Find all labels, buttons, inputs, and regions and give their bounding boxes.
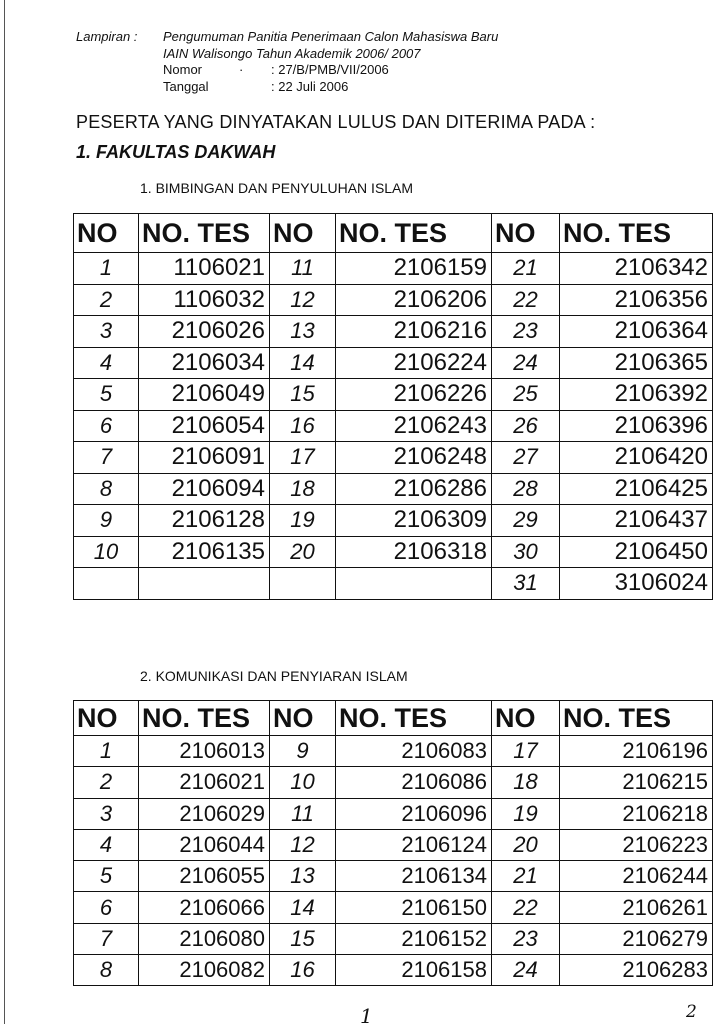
row-number-cell: 17 [270, 442, 336, 474]
row-number-cell: 10 [270, 767, 336, 798]
row-number-cell: 2 [74, 767, 139, 798]
test-number-cell: 2106243 [336, 410, 492, 442]
test-number-cell: 2106318 [336, 536, 492, 568]
test-number-cell: 2106196 [560, 736, 713, 767]
row-number-cell: 18 [270, 473, 336, 505]
test-number-cell: 2106026 [139, 316, 270, 348]
test-number-cell: 2106055 [139, 861, 270, 892]
table-row [74, 767, 713, 798]
test-number-cell: 2106425 [560, 473, 713, 505]
test-number-cell: 2106450 [560, 536, 713, 568]
table-row [74, 955, 713, 986]
row-number-cell: 4 [74, 347, 139, 379]
column-header-no: NO [74, 701, 139, 736]
row-number-cell: 15 [270, 379, 336, 411]
column-header-no: NO [492, 701, 560, 736]
column-header-no-tes: NO. TES [560, 701, 713, 736]
test-number-cell: 2106279 [560, 923, 713, 954]
row-number-cell: 9 [74, 505, 139, 537]
test-number-cell: 2106437 [560, 505, 713, 537]
test-number-cell: 2106224 [336, 347, 492, 379]
row-number-cell: 3 [74, 316, 139, 348]
row-number-cell: 10 [74, 536, 139, 568]
test-number-cell: 2106094 [139, 473, 270, 505]
faculty-title: 1. FAKULTAS DAKWAH [76, 142, 276, 162]
test-number-cell: 2106218 [560, 798, 713, 829]
row-number-cell: 13 [270, 861, 336, 892]
row-number-cell: 22 [492, 892, 560, 923]
row-number-cell: 24 [492, 347, 560, 379]
test-number-cell: 2106034 [139, 347, 270, 379]
tanggal-value: : 22 Juli 2006 [271, 78, 349, 94]
announcement-header [163, 29, 498, 95]
table-row [74, 892, 713, 923]
column-header-no-tes: NO. TES [560, 214, 713, 253]
test-number-cell: 2106365 [560, 347, 713, 379]
row-number-cell: 17 [492, 736, 560, 767]
table-row [74, 505, 713, 537]
test-number-cell: 2106128 [139, 505, 270, 537]
results-table-1 [73, 213, 713, 600]
row-number-cell: 14 [270, 892, 336, 923]
test-number-cell: 2106054 [139, 410, 270, 442]
row-number-cell: 12 [270, 284, 336, 316]
test-number-cell: 2106286 [336, 473, 492, 505]
table-row [74, 473, 713, 505]
row-number-cell: 20 [270, 536, 336, 568]
table-row [74, 410, 713, 442]
test-number-cell: 2106066 [139, 892, 270, 923]
table-row [74, 568, 713, 600]
table-row [74, 798, 713, 829]
page-number: 1 [360, 1004, 373, 1028]
institution-year: IAIN Walisongo Tahun Akademik 2006/ 2007 [163, 45, 421, 61]
table-row [74, 316, 713, 348]
row-number-cell: 21 [492, 253, 560, 285]
row-number-cell: 1 [74, 736, 139, 767]
test-number-cell: 2106283 [560, 955, 713, 986]
test-number-cell: 2106261 [560, 892, 713, 923]
column-header-no-tes: NO. TES [336, 214, 492, 253]
test-number-cell: 1106021 [139, 253, 270, 285]
test-number-cell [336, 568, 492, 600]
row-number-cell: 19 [270, 505, 336, 537]
test-number-cell: 2106158 [336, 955, 492, 986]
row-number-cell [270, 568, 336, 600]
column-header-no: NO [492, 214, 560, 253]
table-row [74, 536, 713, 568]
test-number-cell: 2106364 [560, 316, 713, 348]
test-number-cell: 2106091 [139, 442, 270, 474]
handwritten-mark: 2 [686, 1002, 697, 1022]
test-number-cell: 2106223 [560, 829, 713, 860]
row-number-cell: 1 [74, 253, 139, 285]
test-number-cell: 2106206 [336, 284, 492, 316]
row-number-cell: 25 [492, 379, 560, 411]
column-header-no: NO [270, 701, 336, 736]
test-number-cell: 2106134 [336, 861, 492, 892]
test-number-cell: 2106096 [336, 798, 492, 829]
nomor-dot: · [239, 62, 244, 77]
test-number-cell: 2106049 [139, 379, 270, 411]
row-number-cell: 23 [492, 923, 560, 954]
announcement-title: Pengumuman Panitia Penerimaan Calon Mahasiswa Baru [163, 29, 499, 44]
row-number-cell: 5 [74, 861, 139, 892]
table-row [74, 347, 713, 379]
column-header-no: NO [270, 214, 336, 253]
test-number-cell: 2106152 [336, 923, 492, 954]
page-binding-line [4, 0, 5, 1024]
table-row [74, 379, 713, 411]
table-row [74, 253, 713, 285]
table-row [74, 284, 713, 316]
test-number-cell: 2106150 [336, 892, 492, 923]
page-heading: PESERTA YANG DINYATAKAN LULUS DAN DITERIMA PADA : [76, 112, 596, 132]
test-number-cell: 2106124 [336, 829, 492, 860]
row-number-cell: 8 [74, 473, 139, 505]
row-number-cell: 26 [492, 410, 560, 442]
row-number-cell: 15 [270, 923, 336, 954]
row-number-cell: 7 [74, 442, 139, 474]
row-number-cell: 3 [74, 798, 139, 829]
row-number-cell: 19 [492, 798, 560, 829]
column-header-no-tes: NO. TES [336, 701, 492, 736]
row-number-cell: 24 [492, 955, 560, 986]
program-title-2: 2. KOMUNIKASI DAN PENYIARAN ISLAM [140, 668, 408, 684]
nomor-row [163, 62, 498, 79]
test-number-cell: 2106248 [336, 442, 492, 474]
column-header-no-tes: NO. TES [139, 214, 270, 253]
row-number-cell: 7 [74, 923, 139, 954]
nomor-label: Nomor [163, 62, 203, 77]
test-number-cell: 2106342 [560, 253, 713, 285]
program-title-1: 1. BIMBINGAN DAN PENYULUHAN ISLAM [140, 180, 414, 196]
row-number-cell: 11 [270, 798, 336, 829]
row-number-cell: 13 [270, 316, 336, 348]
row-number-cell: 21 [492, 861, 560, 892]
test-number-cell: 2106309 [336, 505, 492, 537]
test-number-cell: 2106226 [336, 379, 492, 411]
row-number-cell: 16 [270, 410, 336, 442]
row-number-cell: 8 [74, 955, 139, 986]
test-number-cell: 2106080 [139, 923, 270, 954]
test-number-cell: 2106216 [336, 316, 492, 348]
table-row [74, 442, 713, 474]
row-number-cell: 22 [492, 284, 560, 316]
test-number-cell: 2106135 [139, 536, 270, 568]
table-header-row [74, 214, 713, 253]
test-number-cell: 2106215 [560, 767, 713, 798]
column-header-no: NO [74, 214, 139, 253]
table-row [74, 861, 713, 892]
row-number-cell: 6 [74, 892, 139, 923]
row-number-cell: 16 [270, 955, 336, 986]
table-row [74, 736, 713, 767]
lampiran-label: Lampiran : [76, 29, 138, 44]
row-number-cell: 14 [270, 347, 336, 379]
row-number-cell: 9 [270, 736, 336, 767]
row-number-cell: 20 [492, 829, 560, 860]
test-number-cell: 3106024 [560, 568, 713, 600]
results-table-2 [73, 700, 713, 986]
test-number-cell: 2106083 [336, 736, 492, 767]
test-number-cell: 2106159 [336, 253, 492, 285]
row-number-cell: 2 [74, 284, 139, 316]
test-number-cell [139, 568, 270, 600]
test-number-cell: 1106032 [139, 284, 270, 316]
test-number-cell: 2106356 [560, 284, 713, 316]
row-number-cell: 31 [492, 568, 560, 600]
test-number-cell: 2106420 [560, 442, 713, 474]
test-number-cell: 2106029 [139, 798, 270, 829]
row-number-cell [74, 568, 139, 600]
row-number-cell: 23 [492, 316, 560, 348]
row-number-cell: 18 [492, 767, 560, 798]
test-number-cell: 2106013 [139, 736, 270, 767]
test-number-cell: 2106021 [139, 767, 270, 798]
test-number-cell: 2106244 [560, 861, 713, 892]
row-number-cell: 11 [270, 253, 336, 285]
row-number-cell: 5 [74, 379, 139, 411]
table-row [74, 923, 713, 954]
row-number-cell: 4 [74, 829, 139, 860]
test-number-cell: 2106044 [139, 829, 270, 860]
tanggal-label: Tanggal [163, 78, 209, 94]
row-number-cell: 29 [492, 505, 560, 537]
table-row [74, 829, 713, 860]
test-number-cell: 2106396 [560, 410, 713, 442]
test-number-cell: 2106392 [560, 379, 713, 411]
table-header-row [74, 701, 713, 736]
row-number-cell: 12 [270, 829, 336, 860]
row-number-cell: 27 [492, 442, 560, 474]
nomor-value: : 27/B/PMB/VII/2006 [271, 62, 389, 77]
test-number-cell: 2106082 [139, 955, 270, 986]
row-number-cell: 30 [492, 536, 560, 568]
column-header-no-tes: NO. TES [139, 701, 270, 736]
test-number-cell: 2106086 [336, 767, 492, 798]
row-number-cell: 28 [492, 473, 560, 505]
row-number-cell: 6 [74, 410, 139, 442]
tanggal-row [163, 79, 498, 96]
